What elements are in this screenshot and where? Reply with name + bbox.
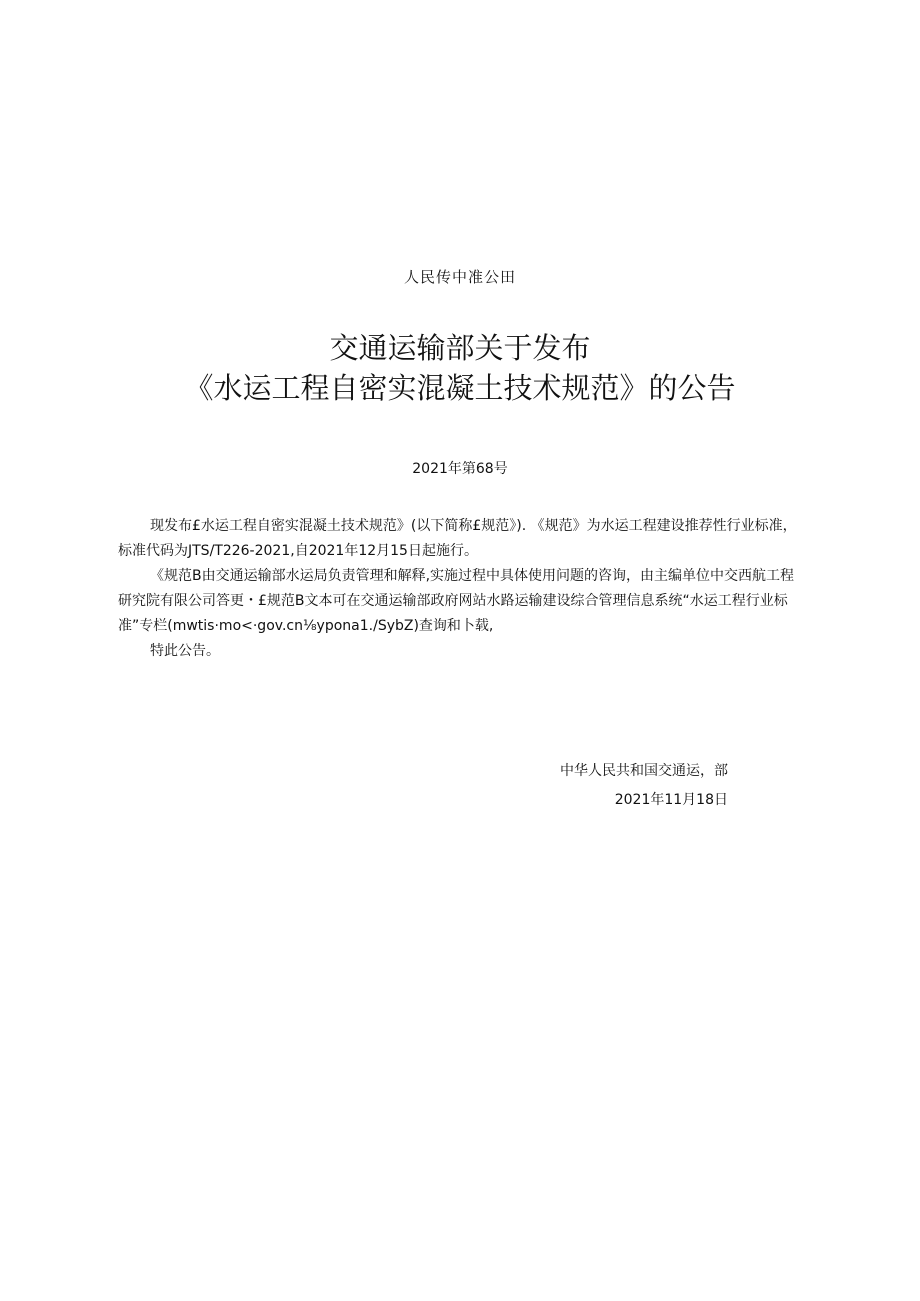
document-title <box>0 328 920 408</box>
paragraph-management: 《规范B由交通运输部水运局负责管理和解释,实施过程中具体使用问题的咨询，由主编单位中交西航工程研究院有限公司答更・£规范B文本可在交通运输部政府网站水路运输建设综合管理信息系统“水运工程行业标准”专栏(mwtis·mo<·gov.cn⅛ypona1./SybZ)查询和卜载, <box>118 568 795 634</box>
document-number: 2021年第68号 <box>412 461 508 477</box>
signature-organization: 中华人民共和国交通运，部 <box>560 763 728 779</box>
signature-block <box>480 757 728 815</box>
header-line: 人民传中准公田 <box>403 268 516 286</box>
document-body <box>118 514 800 664</box>
title-line-2: 《水运工程自密实混凝土技术规范》的公告 <box>184 371 736 405</box>
paragraph-closing: 特此公告。 <box>150 643 220 659</box>
paragraph-release: 现发布£水运工程自密实混凝土技术规范》(以下简称£规范》). 《规范》为水运工程建设推荐性行业标准，标准代码为JTS/T226-2021,自2021年12月15日起施行。 <box>118 518 797 559</box>
title-line-1: 交通运输部关于发布 <box>329 331 591 365</box>
signature-date: 2021年11月18日 <box>614 792 728 808</box>
